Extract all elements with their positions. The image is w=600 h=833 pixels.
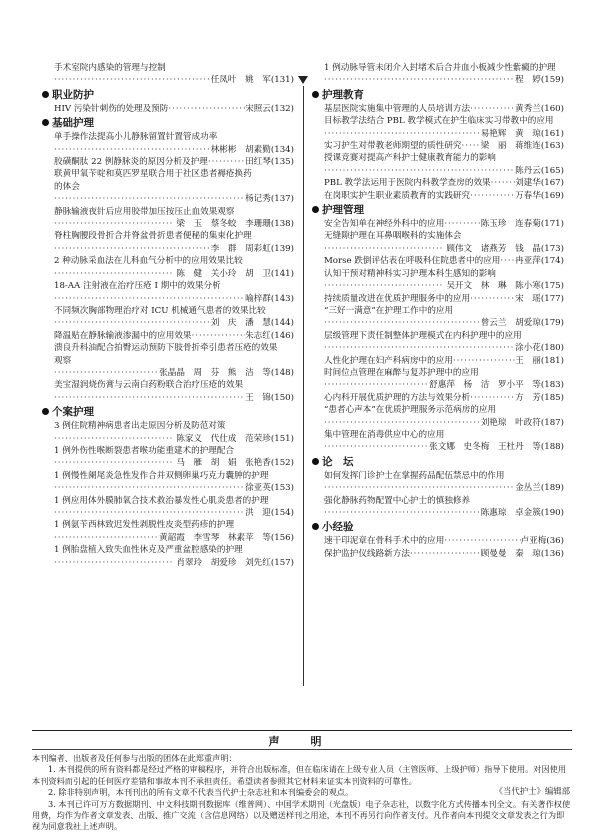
dot-leader bbox=[470, 190, 515, 202]
entry-title: 溃良升科油配合拍臀运动预防下肢骨折牵引患者压疮的效果 bbox=[54, 343, 278, 354]
toc-entry[interactable]: 3 例住院精神病患者出走原因分析及防范对策 ····· 陈家义 代仕成 范荣珍 ( 151 ) bbox=[42, 420, 294, 445]
entry-title: 保护监护仪线路新方法 bbox=[324, 548, 410, 559]
entry-page-number: 150 bbox=[274, 392, 291, 403]
bullet-icon bbox=[312, 206, 319, 213]
entry-title: 2 种动脉采血法在儿科血气分析中的应用效果比较 bbox=[54, 256, 243, 267]
entry-page-number: 146 bbox=[274, 330, 291, 341]
entry-title: 静脉输液夜针后应用胶带加压按压止血效果观察 bbox=[54, 206, 235, 217]
entry-title: “患者心声本”在优质护理服务示范病房的应用 bbox=[324, 405, 497, 416]
entry-page-number: 154 bbox=[274, 508, 291, 518]
entry-authors: 程 婷 bbox=[515, 75, 541, 86]
toc-entry[interactable]: 联黄甲氧苄啶和莫匹罗星联合用于社区患者褥疮换药 的体会 ····· 杨记秀 ( 137 ) bbox=[42, 168, 294, 205]
section-heading-label: 职业防护 bbox=[52, 88, 94, 101]
entry-authors: 顾曼曼 秦 琼 bbox=[480, 548, 541, 559]
toc-entry[interactable]: 实习护生对带教老师期望的质性研究 ····· 梁 丽 蒋维连 ( 163 ) bbox=[312, 140, 564, 152]
entry-page-number: 161 bbox=[544, 128, 561, 139]
entry-title: HIV 污染针刺伤的处理及预防 bbox=[54, 103, 169, 114]
entry-title: 基层医院实施集中管理的人员培训方法 bbox=[324, 103, 471, 114]
entry-page-number: 137 bbox=[274, 194, 291, 205]
toc-entry[interactable]: HIV 污染针刺伤的处理及预防 ····· 宋照云 ( 132 ) bbox=[42, 103, 294, 115]
toc-entry[interactable]: 1 例动脉导管未闭介入封堵术后合并血小板减少性紫癜的护理 ····· 程 婷 ( 159 ) bbox=[312, 62, 564, 87]
dot-leader bbox=[54, 507, 243, 519]
toc-entry[interactable]: 认知干预对精神科实习护理本科生感知的影响 ····· 吴开文 林 琳 陈小寒 ( 175 ) bbox=[312, 268, 564, 293]
dot-leader bbox=[54, 268, 174, 280]
entry-authors: 林彬彬 胡素勤 bbox=[210, 144, 271, 155]
dot-leader bbox=[54, 392, 243, 404]
dot-leader bbox=[491, 177, 515, 189]
dot-leader bbox=[54, 218, 174, 230]
entry-title: 胶磺酮肽 22 例静脉炎的原因分析及护理 bbox=[54, 157, 208, 168]
entry-page-number: 163 bbox=[544, 141, 561, 152]
section-heading-label: 护理管理 bbox=[322, 204, 364, 217]
declaration-title: 声 明 bbox=[268, 735, 332, 748]
toc-entry[interactable]: 单手操作法提高小儿静脉留置针置管成功率 ····· 林彬彬 胡素勤 ( 134 ) bbox=[42, 131, 294, 156]
entry-page-number: 152 bbox=[274, 458, 291, 469]
entry-page-number: 160 bbox=[544, 103, 561, 114]
entry-authors: 徐亚英 bbox=[245, 483, 271, 494]
bullet-icon bbox=[42, 408, 49, 415]
entry-authors: 金丛兰 bbox=[515, 483, 541, 494]
toc-entry[interactable]: 时间位点管理在麻醉与复苏护理中的应用 ····· 舒惠萍 杨 洁 罗小平 等 ( 183 ) bbox=[312, 367, 564, 392]
entry-authors: 田红琴 bbox=[245, 157, 271, 168]
entry-page-number: 159 bbox=[544, 75, 561, 86]
entry-page-number: 151 bbox=[274, 433, 291, 444]
toc-entry[interactable]: 降温贴在静脉输液渗漏中的应用效果 ····· 朱志红 ( 146 ) bbox=[42, 330, 294, 342]
toc-entry[interactable]: Morse 跌倒评估表在呼吸科住院患者中的应用 ····· 冉亚萍 ( 174 ) bbox=[312, 255, 564, 267]
dot-leader bbox=[444, 535, 520, 547]
entry-page-number: 169 bbox=[544, 190, 561, 201]
toc-entry[interactable]: 美宝湿润烧伤膏与云南白药粉联合治疗压疮的效果 ····· 王 锦 ( 150 ) bbox=[42, 379, 294, 404]
toc-entry[interactable]: 授课竞赛对提高产科护士健康教育能力的影响 ····· 陈丹云 ( 165 ) bbox=[312, 152, 564, 177]
entry-authors: 易艳辉 黄 琼 bbox=[480, 128, 541, 139]
toc-entry[interactable]: 强化静脉药物配置中心护士的慎独修养 ····· 陈惠琼 卓金簇 ( 190 ) bbox=[312, 495, 564, 520]
declaration-signature: 《当代护士》编辑部 bbox=[494, 786, 570, 796]
entry-page-number: 177 bbox=[544, 293, 561, 304]
entry-authors: 刘建华 bbox=[515, 178, 541, 189]
dot-leader bbox=[324, 379, 427, 391]
entry-authors: 肖翠玲 胡爱珍 刘先红 bbox=[176, 557, 271, 568]
toc-entry[interactable]: 2 种动脉采血法在儿科血气分析中的应用效果比较 ····· 陈 健 关小玲 胡 卫 ( 141 ) bbox=[42, 255, 294, 280]
toc-entry[interactable]: 保护监护仪线路新方法 ····· 顾曼曼 秦 琼 ( 136 ) bbox=[312, 548, 564, 560]
dot-leader bbox=[54, 532, 157, 544]
entry-title: 安全告知单在神经外科中的应用 bbox=[324, 219, 445, 230]
entry-title: 如何发挥门诊护士在掌握药品配伍禁忌中的作用 bbox=[324, 470, 505, 481]
section-heading bbox=[312, 520, 564, 535]
toc-entry[interactable]: 人性化护理在妇产科病房中的应用 ····· 王 丽 ( 181 ) bbox=[312, 355, 564, 367]
entry-title: 单手操作法提高小儿静脉留置针置管成功率 bbox=[54, 132, 218, 143]
entry-page-number: 180 bbox=[544, 343, 561, 354]
entry-title: 无缝隙护理在耳鼻咽喉科的实施体会 bbox=[324, 231, 462, 242]
section-heading-label: 小经验 bbox=[322, 521, 354, 534]
dot-leader bbox=[324, 507, 479, 519]
section-heading-label: 个案护理 bbox=[52, 406, 94, 419]
toc-entry[interactable]: 1 例应用体外膜肺氧合技术救治暴发性心肌炎患者的护理 ····· 洪 迎 ( 154 ) bbox=[42, 495, 294, 520]
dot-leader bbox=[54, 317, 209, 329]
entry-title: Morse 跌倒评估表在呼吸科住院患者中的应用 bbox=[324, 256, 501, 267]
entry-page-number: 171 bbox=[544, 219, 561, 230]
dot-leader bbox=[324, 417, 479, 429]
bullet-icon bbox=[42, 91, 49, 98]
entry-title: 强化静脉药物配置中心护士的慎独修养 bbox=[324, 495, 471, 506]
entry-title: 心内科开展优质护理的方法与效果分析 bbox=[324, 392, 471, 403]
section-heading-label: 护理教育 bbox=[322, 88, 364, 101]
entry-title: 速干印泥章在骨科手术中的应用 bbox=[324, 536, 445, 547]
dot-leader bbox=[54, 367, 157, 379]
entry-page-number: 167 bbox=[544, 178, 561, 189]
entry-authors: 梁 玉 蔡冬蛟 李珊珊 bbox=[176, 219, 271, 230]
entry-page-number: 174 bbox=[544, 256, 561, 267]
entry-title: 在岗职实护生职业素质教育的实践研究 bbox=[324, 190, 471, 201]
entry-page-number: 157 bbox=[274, 557, 291, 568]
declaration-intro: 本刊编者、出版者及任何参与出版的团体在此郑重声明： bbox=[32, 753, 237, 763]
dot-leader bbox=[54, 144, 209, 156]
dot-leader bbox=[324, 441, 427, 453]
entry-authors: 马 雁 胡 娟 张艳香 bbox=[176, 458, 271, 469]
declaration-rule bbox=[32, 749, 572, 750]
toc-entry[interactable]: 在岗职实护生职业素质教育的实践研究 ····· 万春华 ( 169 ) bbox=[312, 190, 564, 202]
entry-title: 18-AA 注射液在治疗压疮 Ⅰ 期中的效果分析 bbox=[54, 281, 221, 292]
declaration-top-rule bbox=[32, 730, 572, 731]
column-divider bbox=[303, 86, 304, 686]
declaration-item: 1. 本刊提供的所有资料都是经过严格的审稿程序，并符合出版标准，但在临床请在上级专业人员（主管医师、上级护师）指导下使用。对因使用本刊资料而引起的任何医疗差错和事故本刊不承担责任。希望读者参照其它材料来证实本刊资料的可靠性。 bbox=[32, 764, 567, 786]
entry-authors: 喻梓群 bbox=[245, 293, 271, 304]
dot-leader bbox=[470, 392, 515, 404]
entry-authors: 洪 迎 bbox=[245, 508, 271, 518]
entry-authors: 刘 庆 潘 慧 bbox=[210, 318, 271, 329]
entry-page-number: 165 bbox=[544, 165, 561, 176]
toc-entry[interactable]: 安全告知单在神经外科中的应用 ····· 陈玉珍 连春菊 ( 171 ) bbox=[312, 218, 564, 230]
toc-entry[interactable]: 1 例外伤性喉断裂患者喉功能重建术的护理配合 ····· 马 雁 胡 娟 张艳香 ( 152 ) bbox=[42, 445, 294, 470]
entry-authors: 方 芳 bbox=[515, 392, 541, 403]
entry-page-number: 135 bbox=[274, 157, 291, 168]
entry-authors: 梁 丽 蒋维连 bbox=[480, 141, 541, 152]
entry-authors: 陈玉珍 连春菊 bbox=[480, 219, 541, 230]
entry-authors: 陈丹云 bbox=[515, 165, 541, 176]
dot-leader bbox=[324, 243, 444, 255]
entry-page-number: 148 bbox=[274, 367, 291, 378]
section-heading bbox=[42, 405, 294, 420]
entry-title: 时间位点管理在麻醉与复苏护理中的应用 bbox=[324, 367, 479, 378]
entry-title: 的体会 bbox=[54, 181, 80, 192]
entry-title: 手术室院内感染的管理与控制 bbox=[54, 63, 166, 73]
dot-leader bbox=[324, 342, 513, 354]
bullet-icon bbox=[312, 91, 319, 98]
entry-page-number: 190 bbox=[544, 508, 561, 518]
dot-leader bbox=[324, 280, 444, 292]
dot-leader bbox=[462, 140, 481, 152]
toc-entry[interactable]: 1 例氨苄西林致迟发性剥脱性皮炎型药疹的护理 ····· 黄韶霞 李雪琴 林素苹 等 ( 156 ) bbox=[42, 519, 294, 544]
entry-page-number: 188 bbox=[544, 442, 561, 453]
entry-authors: 黄韶霞 李雪琴 林素苹 等 bbox=[159, 532, 271, 543]
bullet-icon bbox=[312, 458, 319, 465]
bullet-icon bbox=[42, 119, 49, 126]
entry-title: 美宝湿润烧伤膏与云南白药粉联合治疗压疮的效果 bbox=[54, 380, 244, 391]
entry-title: 认知干预对精神科实习护理本科生感知的影响 bbox=[324, 268, 496, 279]
entry-title: 实习护生对带教老师期望的质性研究 bbox=[324, 141, 462, 152]
dot-leader bbox=[324, 317, 479, 329]
bullet-icon bbox=[312, 523, 319, 530]
entry-title: “三好一满意”在护理工作中的应用 bbox=[324, 305, 454, 316]
toc-entry[interactable]: 胶磺酮肽 22 例静脉炎的原因分析及护理 ····· 田红琴 ( 135 ) bbox=[42, 156, 294, 168]
declaration-item: 2. 除非特别声明，本刊刊出的所有文章不代表当代护士杂志社和本刊编委会的观点。 bbox=[48, 787, 354, 798]
entry-authors: 王 锦 bbox=[245, 392, 271, 403]
dot-leader bbox=[324, 128, 479, 140]
toc-entry[interactable]: 无缝隙护理在耳鼻咽喉科的实施体会 ····· 顾伟文 诸燕芳 钱 晶 ( 173 ) bbox=[312, 230, 564, 255]
entry-authors: 卢亚梅 bbox=[520, 536, 547, 547]
entry-authors: 舒惠萍 杨 洁 罗小平 等 bbox=[429, 380, 541, 391]
entry-title: 授课竞赛对提高产科护士健康教育能力的影响 bbox=[324, 153, 496, 164]
toc-entry[interactable]: 手术室院内感染的管理与控制 ····· 任凤叶 姚 军 ( 131 ) bbox=[42, 62, 294, 87]
entry-title: 层级管理下责任制整体护理模式在内科护理中的应用 bbox=[324, 330, 522, 341]
entry-page-number: 153 bbox=[274, 483, 291, 494]
dot-leader bbox=[54, 293, 243, 305]
dot-leader bbox=[470, 293, 515, 305]
dot-leader bbox=[500, 255, 515, 267]
toc-entry[interactable]: 静脉输液夜针后应用胶带加压按压止血效果观察 ····· 梁 玉 蔡冬蛟 李珊珊 ( 138 ) bbox=[42, 206, 294, 231]
toc-entry[interactable]: 如何发挥门诊护士在掌握药品配伍禁忌中的作用 ····· 金丛兰 ( 189 ) bbox=[312, 470, 564, 495]
entry-authors: 顾伟文 诸燕芳 钱 晶 bbox=[446, 243, 541, 254]
entry-authors: 刘艳琼 叶政符 bbox=[480, 417, 541, 428]
toc-entry[interactable]: 1 例慢性阑尾炎急性发作合并双侧卵巢巧克力囊肿的护理 ····· 徐亚英 ( 153 ) bbox=[42, 470, 294, 495]
entry-title: 1 例应用体外膜肺氧合技术救治暴发性心肌炎患者的护理 bbox=[54, 495, 269, 506]
dot-leader bbox=[453, 355, 515, 367]
dot-leader bbox=[54, 482, 243, 494]
toc-entry[interactable]: 脊柱胸腰段骨折合并脊盆骨折患者便秘的集束化护理 ····· 李 群 周彩虹 ( 139 ) bbox=[42, 230, 294, 255]
entry-title: 脊柱胸腰段骨折合并脊盆骨折患者便秘的集束化护理 bbox=[54, 231, 252, 242]
toc-entry[interactable]: 持续质量改进在优质护理服务中的应用 ····· 宋 瑶 ( 177 ) bbox=[312, 293, 564, 305]
entry-title: 1 例胎盘植入致失血性休克及严重盆腔感染的护理 bbox=[54, 545, 243, 556]
triangle-marker-icon bbox=[298, 76, 308, 84]
dot-leader bbox=[324, 482, 513, 494]
entry-authors: 陈惠琼 卓金簇 bbox=[480, 508, 541, 518]
entry-authors: 杨记秀 bbox=[245, 194, 271, 205]
dot-leader bbox=[168, 103, 245, 115]
entry-page-number: 187 bbox=[544, 417, 561, 428]
entry-title: 联黄甲氧苄啶和莫匹罗星联合用于社区患者褥疮换药 bbox=[54, 169, 252, 180]
toc-entry[interactable]: 心内科开展优质护理的方法与效果分析 ····· 方 芳 ( 185 ) bbox=[312, 392, 564, 404]
entry-authors: 王 丽 bbox=[515, 355, 541, 366]
entry-page-number: 143 bbox=[274, 293, 291, 304]
entry-title: 目标教学法结合 PBL 教学模式在护生临床实习带教中的应用 bbox=[324, 116, 554, 127]
section-heading bbox=[42, 116, 294, 131]
toc-left-column bbox=[42, 62, 294, 569]
entry-page-number: 131 bbox=[274, 75, 291, 86]
dot-leader bbox=[444, 218, 480, 230]
section-heading-label: 基础护理 bbox=[52, 117, 94, 130]
entry-authors: 李 群 周彩虹 bbox=[210, 243, 271, 254]
dot-leader bbox=[192, 330, 246, 342]
dot-leader bbox=[208, 156, 245, 168]
dot-leader bbox=[410, 548, 481, 560]
entry-page-number: 181 bbox=[544, 355, 561, 366]
toc-right-column bbox=[312, 62, 564, 560]
entry-title: 1 例外伤性喉断裂患者喉功能重建术的护理配合 bbox=[54, 445, 235, 456]
section-heading bbox=[312, 203, 564, 218]
declaration-item: 3. 本刊已许可万方数据期刊、中文科技期刊数据库（维普网）、中国学术期刊（光盘版）电子杂志社，以数字化方式传播本刊全文。有关著作权使用费，均作为作者文章发表、出版、推广交流（含信息网络）以及赠送样刊之用途，本刊不再另行向作者支付。凡作者向本刊提交文章发表之行为即视为同意我社上述声明。 bbox=[32, 798, 571, 832]
entry-authors: 吴开文 林 琳 陈小寒 bbox=[446, 281, 541, 292]
entry-authors: 陈家义 代仕成 范荣珍 bbox=[176, 433, 271, 444]
entry-title: 1 例动脉导管未闭介入封堵术后合并血小板减少性紫癜的护理 bbox=[324, 63, 556, 73]
table-of-contents bbox=[42, 62, 572, 702]
entry-page-number: 175 bbox=[544, 281, 561, 292]
toc-entry[interactable]: 不同频次胸部物理治疗对 ICU 机械通气患者的效果比较 ····· 刘 庆 潘 慧 ( 144 ) bbox=[42, 305, 294, 330]
entry-page-number: 156 bbox=[274, 532, 291, 543]
dot-leader bbox=[54, 457, 174, 469]
dot-leader bbox=[54, 433, 174, 445]
section-heading bbox=[312, 455, 564, 470]
entry-page-number: 141 bbox=[274, 268, 291, 279]
toc-entry[interactable]: 速干印泥章在骨科手术中的应用 ····· 卢亚梅 ( 36 ) bbox=[312, 535, 564, 547]
entry-title: 1 例慢性阑尾炎急性发作合并双侧卵巢巧克力囊肿的护理 bbox=[54, 470, 269, 481]
entry-authors: 黄秀兰 bbox=[515, 103, 541, 114]
entry-page-number: 189 bbox=[544, 483, 561, 494]
entry-title: 持续质量改进在优质护理服务中的应用 bbox=[324, 293, 471, 304]
entry-authors: 宋照云 bbox=[245, 103, 271, 114]
toc-entry[interactable]: 18-AA 注射液在治疗压疮 Ⅰ 期中的效果分析 ····· 喻梓群 ( 143 ) bbox=[42, 280, 294, 305]
toc-entry[interactable]: 目标教学法结合 PBL 教学模式在护生临床实习带教中的应用 ····· 易艳辉 黄 琼 ( 161 ) bbox=[312, 115, 564, 140]
entry-page-number: 144 bbox=[274, 318, 291, 329]
entry-title: 人性化护理在妇产科病房中的应用 bbox=[324, 355, 453, 366]
section-heading bbox=[312, 88, 564, 103]
dot-leader bbox=[54, 243, 209, 255]
dot-leader bbox=[470, 103, 515, 115]
entry-page-number: 179 bbox=[544, 318, 561, 329]
entry-page-number: 139 bbox=[274, 243, 291, 254]
entry-authors: 朱志红 bbox=[245, 330, 271, 341]
entry-page-number: 185 bbox=[544, 392, 561, 403]
toc-entry[interactable]: PBL 教学法运用于医院内科教学查房的效果 ····· 刘建华 ( 167 ) bbox=[312, 177, 564, 189]
entry-authors: 冉亚萍 bbox=[515, 256, 541, 267]
entry-page-number: 132 bbox=[274, 103, 291, 114]
toc-entry[interactable]: 溃良升科油配合拍臀运动预防下肢骨折牵引患者压疮的效果 观察 ····· 张晶晶 周 芬 熊 洁 等 ( 148 ) bbox=[42, 342, 294, 379]
entry-page-number: 134 bbox=[274, 144, 291, 155]
entry-authors: 万春华 bbox=[515, 190, 541, 201]
entry-page-number: 138 bbox=[274, 219, 291, 230]
entry-page-number: 36 bbox=[549, 536, 561, 547]
dot-leader bbox=[54, 74, 209, 86]
entry-title: 集中管理在消毒供应中心的应用 bbox=[324, 429, 445, 440]
toc-entry[interactable]: “患者心声本”在优质护理服务示范病房的应用 ····· 刘艳琼 叶政符 ( 187 ) bbox=[312, 404, 564, 429]
toc-entry[interactable]: 集中管理在消毒供应中心的应用 ····· 张文娜 史冬梅 王杜丹 等 ( 188 ) bbox=[312, 429, 564, 454]
entry-authors: 任凤叶 姚 军 bbox=[210, 75, 271, 86]
entry-page-number: 173 bbox=[544, 243, 561, 254]
entry-authors: 曾云兰 胡爱琼 bbox=[480, 318, 541, 329]
toc-entry[interactable]: “三好一满意”在护理工作中的应用 ····· 曾云兰 胡爱琼 ( 179 ) bbox=[312, 305, 564, 330]
section-heading bbox=[42, 88, 294, 103]
dot-leader bbox=[54, 557, 174, 569]
toc-entry[interactable]: 1 例胎盘植入致失血性休克及严重盆腔感染的护理 ····· 肖翠玲 胡爱珍 刘先红 ( 157 ) bbox=[42, 544, 294, 569]
entry-title: 观察 bbox=[54, 355, 72, 366]
declaration-body bbox=[32, 753, 572, 833]
section-heading-label: 论 坛 bbox=[322, 455, 354, 468]
entry-authors: 涂小花 bbox=[515, 343, 541, 354]
toc-entry[interactable]: 基层医院实施集中管理的人员培训方法 ····· 黄秀兰 ( 160 ) bbox=[312, 103, 564, 115]
entry-title: 3 例住院精神病患者出走原因分析及防范对策 bbox=[54, 421, 226, 432]
entry-authors: 宋 瑶 bbox=[515, 293, 541, 304]
entry-title: 不同频次胸部物理治疗对 ICU 机械通气患者的效果比较 bbox=[54, 305, 266, 316]
dot-leader bbox=[54, 193, 243, 205]
entry-title: 1 例氨苄西林致迟发性剥脱性皮炎型药疹的护理 bbox=[54, 520, 235, 531]
entry-page-number: 136 bbox=[544, 548, 561, 559]
entry-authors: 张晶晶 周 芬 熊 洁 等 bbox=[159, 367, 271, 378]
dot-leader bbox=[324, 74, 513, 86]
entry-page-number: 183 bbox=[544, 380, 561, 391]
toc-entry[interactable]: 层级管理下责任制整体护理模式在内科护理中的应用 ····· 涂小花 ( 180 ) bbox=[312, 330, 564, 355]
entry-title: 降温贴在静脉输液渗漏中的应用效果 bbox=[54, 330, 192, 341]
entry-title: PBL 教学法运用于医院内科教学查房的效果 bbox=[324, 178, 491, 189]
entry-authors: 陈 健 关小玲 胡 卫 bbox=[176, 268, 271, 279]
dot-leader bbox=[324, 165, 513, 177]
entry-authors: 张文娜 史冬梅 王杜丹 等 bbox=[429, 442, 541, 453]
